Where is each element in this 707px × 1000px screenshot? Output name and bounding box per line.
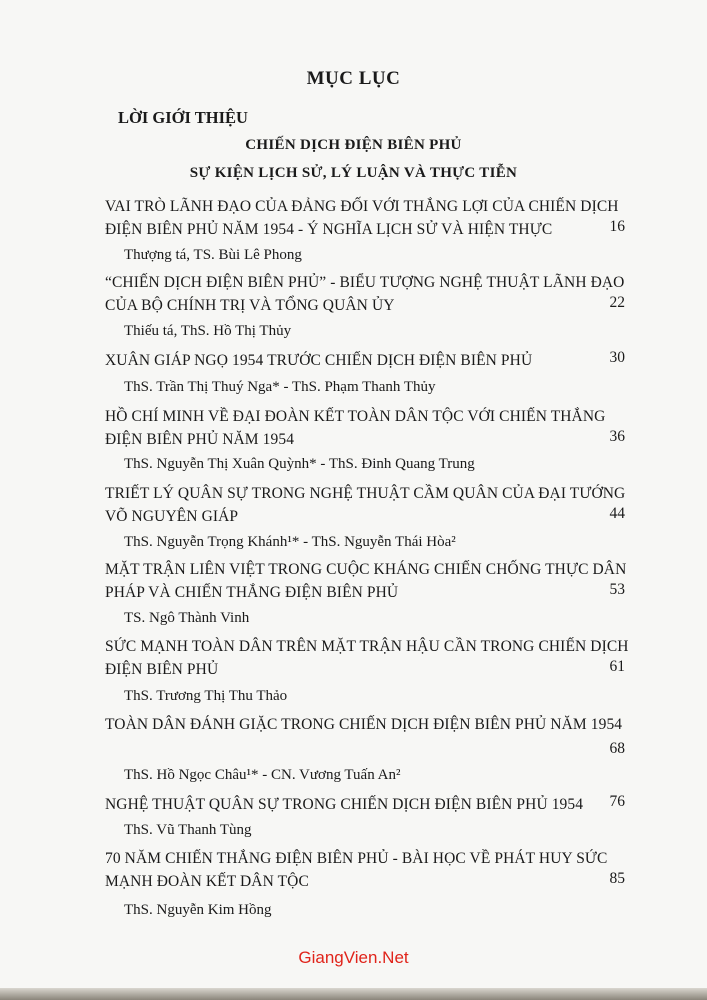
entry-title-line: NGHỆ THUẬT QUÂN SỰ TRONG CHIẾN DỊCH ĐIỆN BIÊN PHỦ 1954 xyxy=(105,796,584,813)
entry-title xyxy=(105,405,625,451)
entry-author: ThS. Vũ Thanh Tùng xyxy=(124,822,252,838)
entry-title-line: SỨC MẠNH TOÀN DÂN TRÊN MẶT TRẬN HẬU CẦN TRONG CHIẾN DỊCH xyxy=(105,638,629,655)
entry-title-line: ĐIỆN BIÊN PHỦ NĂM 1954 - Ý NGHĨA LỊCH SỬ VÀ HIỆN THỰC xyxy=(105,221,553,238)
entry-title xyxy=(105,793,625,816)
page-number: 53 xyxy=(609,581,625,598)
entry-title xyxy=(105,195,625,241)
entry-title xyxy=(105,349,625,372)
toc-entry[interactable] xyxy=(105,482,625,528)
entry-title-line: VAI TRÒ LÃNH ĐẠO CỦA ĐẢNG ĐỐI VỚI THẮNG LỢI CỦA CHIẾN DỊCH xyxy=(105,198,619,215)
entry-title-line: “CHIẾN DỊCH ĐIỆN BIÊN PHỦ” - BIỂU TƯỢNG NGHỆ THUẬT LÃNH ĐẠO xyxy=(105,274,625,291)
toc-entry[interactable] xyxy=(105,405,625,451)
toc-entry[interactable] xyxy=(105,793,625,816)
entry-title-line: PHÁP VÀ CHIẾN THẮNG ĐIỆN BIÊN PHỦ xyxy=(105,584,399,601)
toc-entry[interactable] xyxy=(105,713,625,757)
entry-author: Thượng tá, TS. Bùi Lê Phong xyxy=(124,247,302,263)
entry-title xyxy=(105,482,625,528)
entry-title-line: 70 NĂM CHIẾN THẮNG ĐIỆN BIÊN PHỦ - BÀI HỌC VỀ PHÁT HUY SỨC xyxy=(105,850,608,867)
entry-title-line: HỒ CHÍ MINH VỀ ĐẠI ĐOÀN KẾT TOÀN DÂN TỘC VỚI CHIẾN THẮNG xyxy=(105,408,606,425)
intro-heading: LỜI GIỚI THIỆU xyxy=(118,108,248,127)
toc-entry[interactable] xyxy=(105,558,625,604)
section-heading-line-1: CHIẾN DỊCH ĐIỆN BIÊN PHỦ xyxy=(245,137,462,153)
watermark-text: GiangVien.Net xyxy=(298,948,409,967)
page-number: 30 xyxy=(609,349,625,366)
entry-author: Thiếu tá, ThS. Hồ Thị Thủy xyxy=(124,323,292,339)
page-number: 76 xyxy=(609,793,625,810)
page-number: 22 xyxy=(609,294,625,311)
entry-title xyxy=(105,635,629,681)
toc-entry[interactable] xyxy=(105,195,625,241)
entry-title-line: TOÀN DÂN ĐÁNH GIẶC TRONG CHIẾN DỊCH ĐIỆN BIÊN PHỦ NĂM 1954 xyxy=(105,716,623,733)
page-number: 85 xyxy=(609,870,625,887)
entry-author: ThS. Nguyễn Trọng Khánh¹* - ThS. Nguyễn Thái Hòa² xyxy=(124,534,456,550)
page-title: MỤC LỤC xyxy=(306,68,401,89)
entry-title xyxy=(105,271,625,317)
toc-entry[interactable] xyxy=(105,271,625,317)
entry-title-line: VÕ NGUYÊN GIÁP xyxy=(105,508,239,525)
entry-title-line: ĐIỆN BIÊN PHỦ xyxy=(105,661,219,678)
section-heading-line-2: SỰ KIỆN LỊCH SỬ, LÝ LUẬN VÀ THỰC TIỄN xyxy=(189,165,518,181)
toc-entry[interactable] xyxy=(105,635,629,681)
entry-author: ThS. Trần Thị Thuý Nga* - ThS. Phạm Thanh Thủy xyxy=(124,379,436,395)
entry-author: ThS. Nguyễn Thị Xuân Quỳnh* - ThS. Đinh Quang Trung xyxy=(124,456,475,472)
page-number: 16 xyxy=(609,218,625,235)
entry-title-line: XUÂN GIÁP NGỌ 1954 TRƯỚC CHIẾN DỊCH ĐIỆN BIÊN PHỦ xyxy=(105,352,533,369)
toc-entry[interactable] xyxy=(105,349,625,372)
page-number: 36 xyxy=(609,428,625,445)
page-number: 61 xyxy=(609,658,625,675)
entry-title xyxy=(105,713,625,736)
entry-title xyxy=(105,558,625,604)
page-number: 44 xyxy=(609,505,625,522)
entry-author: ThS. Hồ Ngọc Châu¹* - CN. Vương Tuấn An² xyxy=(124,767,401,783)
page-number: 68 xyxy=(609,740,625,757)
entry-title-line: ĐIỆN BIÊN PHỦ NĂM 1954 xyxy=(105,431,295,448)
scan-edge xyxy=(0,988,707,1000)
entry-author: ThS. Trương Thị Thu Thảo xyxy=(124,688,288,704)
entry-author: ThS. Nguyễn Kim Hồng xyxy=(124,902,272,918)
entry-author: TS. Ngô Thành Vinh xyxy=(124,610,250,626)
entry-title-line: MẶT TRẬN LIÊN VIỆT TRONG CUỘC KHÁNG CHIẾN CHỐNG THỰC DÂN xyxy=(105,561,627,578)
entry-title-line: TRIẾT LÝ QUÂN SỰ TRONG NGHỆ THUẬT CẦM QUÂN CỦA ĐẠI TƯỚNG xyxy=(105,485,626,502)
entry-title-line: MẠNH ĐOÀN KẾT DÂN TỘC xyxy=(105,873,309,890)
entry-title xyxy=(105,847,625,893)
toc-entry[interactable] xyxy=(105,847,625,893)
entry-title-line: CỦA BỘ CHÍNH TRỊ VÀ TỔNG QUÂN ỦY xyxy=(105,297,395,314)
